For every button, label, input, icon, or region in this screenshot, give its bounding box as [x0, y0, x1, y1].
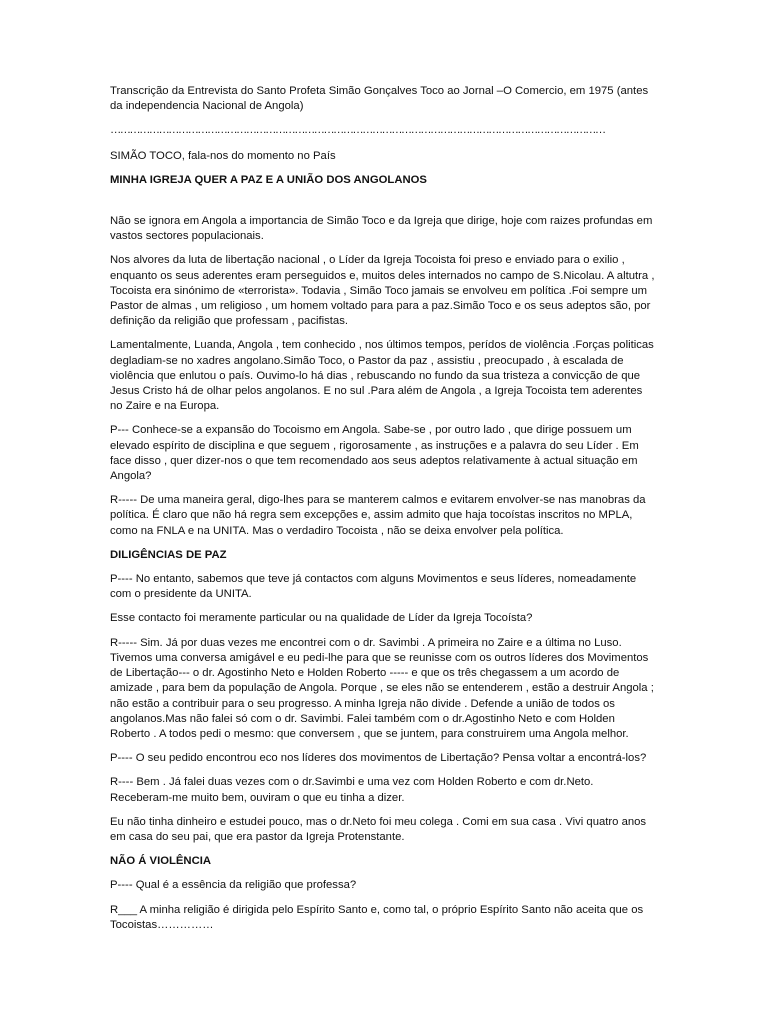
document-header: Transcrição da Entrevista do Santo Profeta Simão Gonçalves Toco ao Jornal –O Comercio, em 1975 (antes da independencia Nacional de Angola) [110, 85, 649, 113]
section-heading: DILIGÊNCIAS DE PAZ [110, 548, 227, 561]
answer-paragraph: R___ A minha religião é dirigida pelo Espírito Santo e, como tal, o próprio Espírito Santo não aceita que os Tocoistas…………… [110, 903, 644, 931]
paragraph: Eu não tinha dinheiro e estudei pouco, mas o dr.Neto foi meu colega . Comi em sua casa . Vivi quatro anos em casa do seu pai, que era pastor da Igreja Protenstante. [110, 815, 647, 843]
paragraph: Nos alvores da luta de libertação nacional , o Líder da Igreja Tocoista foi preso e enviado para o exilio , enquanto os seus aderentes eram perseguidos e, muitos deles internados no campo de S.Nicolau. A altutra , Tocoista era sinónimo de «terrorista». Todavia , Simão Toco jamais se envolveu em política .Foi sempre um Pastor de almas , um religioso , um homem voltado para para a paz.Simão Toco e os seus adeptos são, por definição da religião que professam , pacifistas. [110, 254, 655, 328]
question-paragraph: P---- Qual é a essência da religião que professa? [110, 879, 357, 892]
answer-paragraph: R----- De uma maneira geral, digo-lhes para se manterem calmos e evitarem envolver-se nas manobras da política. É claro que não há regra sem excepções e, assim admito que haja tocoístas inscritos no MPLA, como na FNLA e na UNITA. Mas o verdadiro Tocoista , não se deixa envolver pela política. [110, 494, 646, 537]
answer-paragraph: R---- Bem . Já falei duas vezes com o dr.Savimbi e uma vez com Holden Roberto e com dr.Neto. Receberam-me muito bem, ouviram o que eu tinha a dizer. [110, 776, 594, 804]
question-paragraph: Esse contacto foi meramente particular ou na qualidade de Líder da Igreja Tocoísta? [110, 612, 533, 625]
headline: MINHA IGREJA QUER A PAZ E A UNIÃO DOS ANGOLANOS [110, 173, 427, 186]
question-paragraph: P--- Conhece-se a expansão do Tocoismo em Angola. Sabe-se , por outro lado , que dirige possuem um elevado espírito de disciplina e que seguem , rigorosamente , as instruções e a palavra do seu Líder . Em face disso , quer dizer-nos o que tem recomendado aos seus adeptos relativamente à actual situação em Angola? [110, 424, 639, 483]
section-heading: NÃO Á VIOLÊNCIA [110, 855, 212, 868]
question-paragraph: P---- O seu pedido encontrou eco nos líderes dos movimentos de Libertação? Pensa voltar a encontrá-los? [110, 752, 647, 765]
dotted-separator: ……………………………………………………………………………………………………………………………………… [110, 124, 605, 137]
paragraph: Lamentalmente, Luanda, Angola , tem conhecido , nos últimos tempos, perídos de violência .Forças politicas degladiam-se no xadres angolano.Simão Toco, o Pastor da paz , assistiu , preocupado , à escalada de violência que enlutou o país. Ouvimo-lo há dias , rebuscando no fundo da sua tristeza a convicção de que Jesus Cristo há de olhar pelos angolanos. E no sul .Para além de Angola , a Igreja Tocoista tem aderentes no Zaire e na Europa. [110, 339, 654, 413]
question-paragraph: P---- No entanto, sabemos que teve já contactos com alguns Movimentos e seus líderes, nomeadamente com o presidente da UNITA. [110, 573, 637, 601]
paragraph: Não se ignora em Angola a importancia de Simão Toco e da Igreja que dirige, hoje com raizes profundas em vastos sectores populacionais. [110, 215, 653, 243]
answer-paragraph: R----- Sim. Já por duas vezes me encontrei com o dr. Savimbi . A primeira no Zaire e a última no Luso. Tivemos uma conversa amigável e eu pedi-lhe para que se reunisse com os outros líderes dos Movimentos de Libertação--- o dr. Agostinho Neto e Holden Roberto ----- e que os três chegassem a um acordo de amizade , para bem da população de Angola. Porque , se eles não se entenderem , estão a destruir Angola ; não estão a contribuir para o seu progresso. A minha Igreja não divide . Defende a união de todos os angolanos.Mas não falei só com o dr. Savimbi. Falei também com o dr.Agostinho Neto e com Holden Roberto . A todos pedi o mesmo: que conversem , que se juntem, para construirem uma Angola melhor. [110, 636, 654, 740]
document-page [110, 84, 658, 942]
intro-line: SIMÃO TOCO, fala-nos do momento no País [110, 149, 336, 162]
